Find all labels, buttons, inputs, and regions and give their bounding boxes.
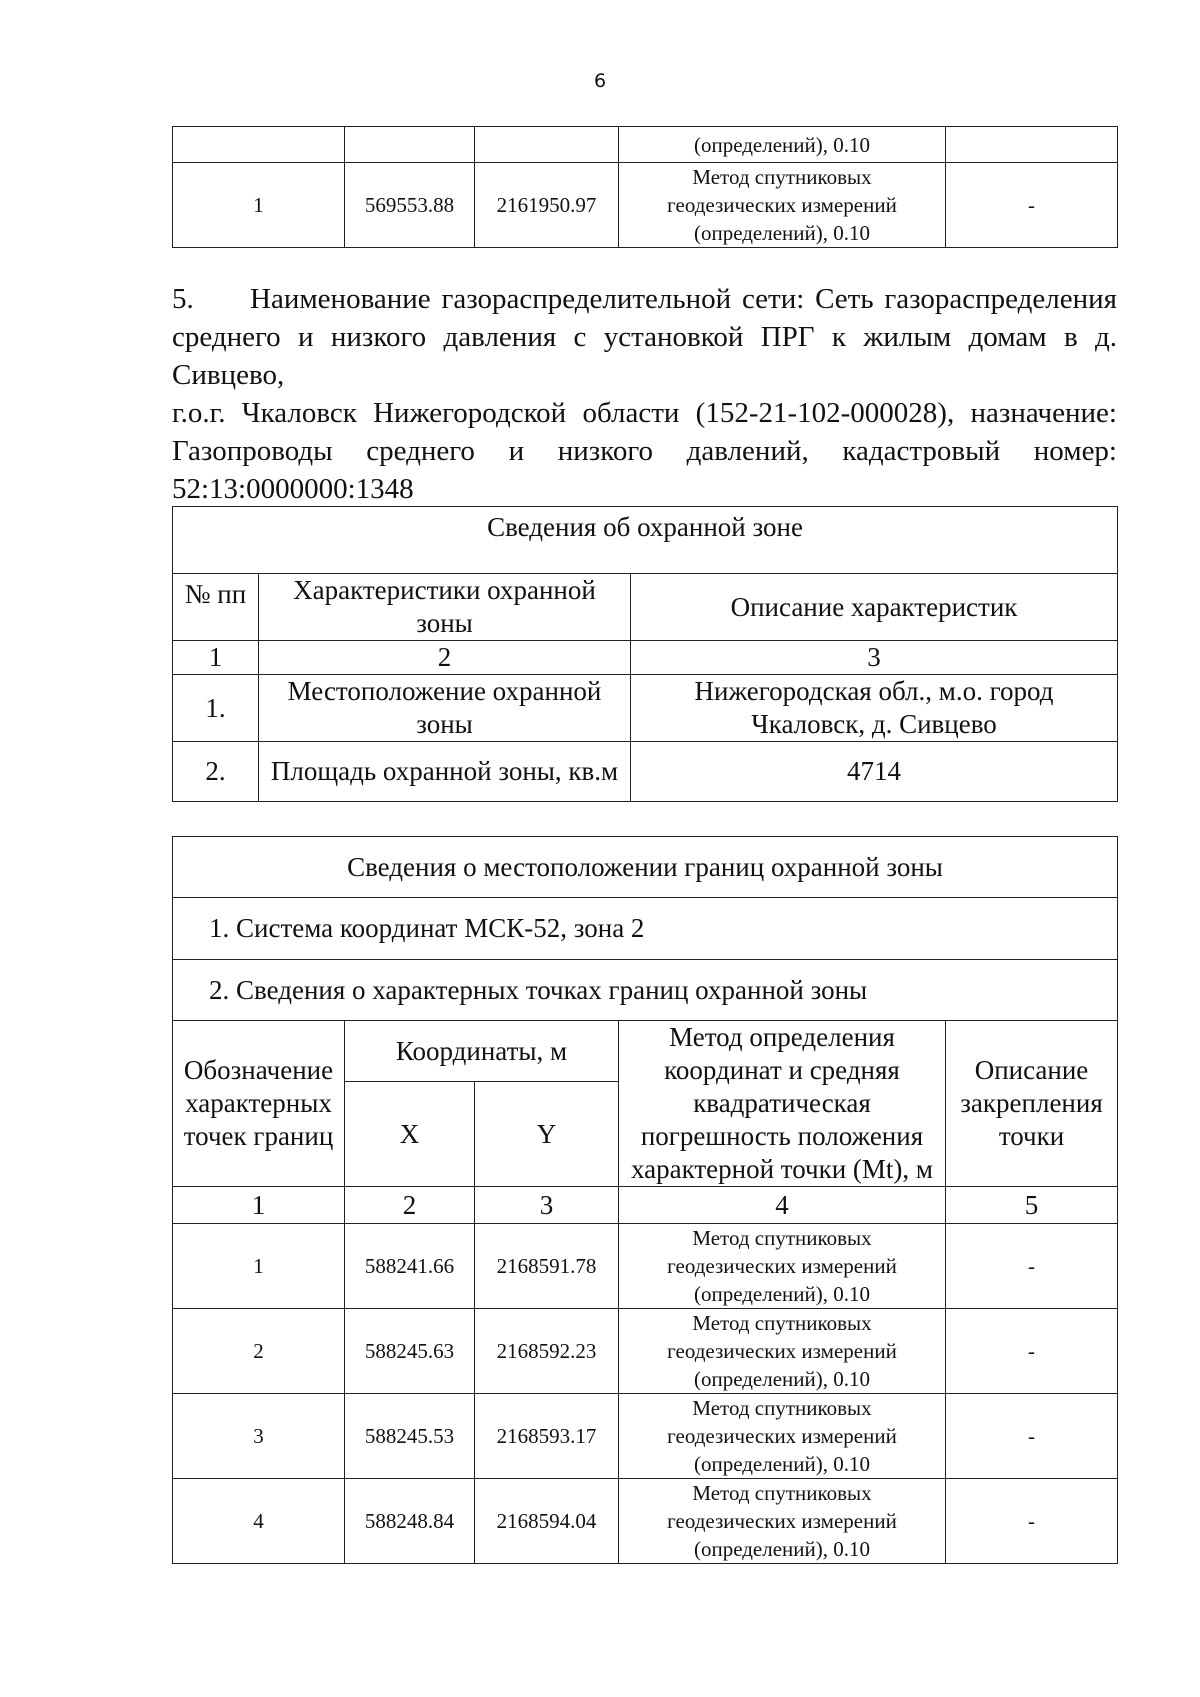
fix-description: - — [946, 163, 1118, 248]
header-method: Метод определения координат и средняя квадратическая погрешность положения характерной точки (Mt), м — [619, 1021, 946, 1187]
table-row: 1 588241.66 2168591.78 Метод спутниковых геодезических измерений (определений), 0.10 - — [173, 1224, 1118, 1309]
numbering-row: 1 2 3 4 5 — [173, 1187, 1118, 1224]
page-number: 6 — [593, 70, 607, 92]
zone-area-value: 4714 — [631, 742, 1118, 802]
table-row: 2 588245.63 2168592.23 Метод спутниковых геодезических измерений (определений), 0.10 - — [173, 1309, 1118, 1394]
table-header-row — [173, 574, 1118, 641]
header-y: Y — [475, 1082, 619, 1187]
points-title: 2. Сведения о характерных точках границ охранной зоны — [173, 960, 1118, 1021]
boundary-points-table — [172, 836, 1118, 1564]
table-row: 2. Площадь охранной зоны, кв.м 4714 — [173, 742, 1118, 802]
header-designation: Обозначение характерных точек границ — [173, 1021, 345, 1187]
header-fixing: Описание закрепления точки — [946, 1021, 1118, 1187]
method-cell: (определений), 0.10 — [619, 127, 946, 163]
numbering-row: 1 2 3 — [173, 641, 1118, 675]
table-title-row — [173, 837, 1118, 898]
coord-y: 2161950.97 — [475, 163, 619, 248]
table-title: Сведения об охранной зоне — [173, 507, 1118, 574]
table-row: 1. Местоположение охранной зоны Нижегородская обл., м.о. город Чкаловск, д. Сивцево — [173, 675, 1118, 742]
points-title-row — [173, 960, 1118, 1021]
method-cell: Метод спутниковых геодезических измерений (определений), 0.10 — [619, 163, 946, 248]
network-description: 5. Наименование газораспределительной сети: Сеть газораспределения среднего и низкого давления с установкой ПРГ к жилым домам в д. Сивцево, г.о.г. Чкаловск Нижегородской области (152-21-102-000028), назначение: Газопроводы среднего и низкого давлений, кадастровый номер: 52:13:0000000:1348 — [172, 280, 1117, 508]
header-coordinates: Координаты, м — [345, 1021, 619, 1082]
table-header-row — [173, 1021, 1118, 1082]
table-row — [173, 163, 1118, 248]
table-title-row — [173, 507, 1118, 574]
table-row: 3 588245.53 2168593.17 Метод спутниковых геодезических измерений (определений), 0.10 - — [173, 1394, 1118, 1479]
paragraph-number: 5. — [172, 283, 194, 315]
table-row — [173, 127, 1118, 163]
zone-info-table — [172, 506, 1118, 802]
point-number: 1 — [173, 163, 345, 248]
coord-x: 569553.88 — [345, 163, 475, 248]
continued-points-table — [172, 126, 1118, 248]
header-description: Описание характеристик — [631, 574, 1118, 641]
coordinate-system-row — [173, 898, 1118, 960]
header-characteristics: Характеристики охранной зоны — [259, 574, 631, 641]
header-x: X — [345, 1082, 475, 1187]
header-num: № пп — [173, 574, 259, 641]
table-row: 4 588248.84 2168594.04 Метод спутниковых геодезических измерений (определений), 0.10 - — [173, 1479, 1118, 1564]
coordinate-system: 1. Система координат МСК-52, зона 2 — [173, 898, 1118, 960]
table-title: Сведения о местоположении границ охранной зоны — [173, 837, 1118, 898]
